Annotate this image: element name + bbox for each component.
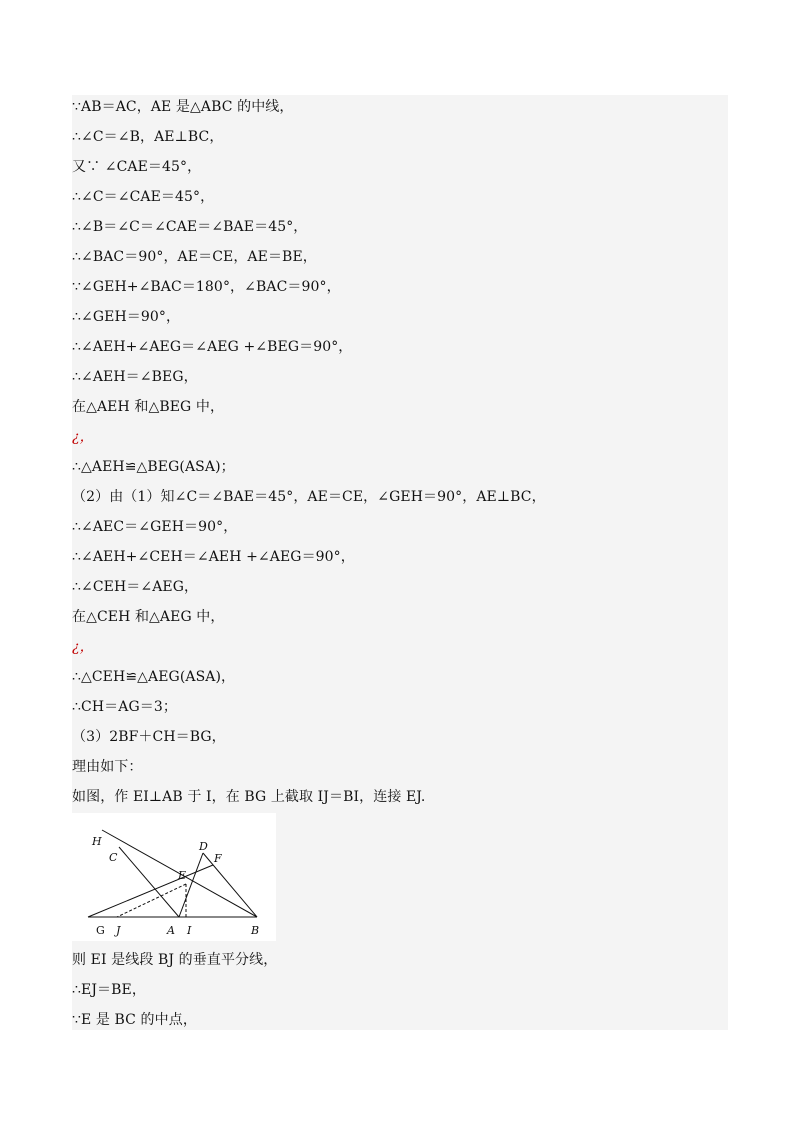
geometry-figure (72, 813, 276, 941)
point-label-e: E (178, 869, 187, 882)
point-label-f: F (214, 852, 222, 865)
text-line: 如图，作 EI⊥AB 于 I，在 BG 上截取 IJ＝BI，连接 EJ. (72, 789, 426, 805)
text-line: ∴∠AEH+∠CEH＝∠AEH +∠AEG＝90°， (72, 549, 355, 565)
text-line: ∵E 是 BC 的中点， (72, 1012, 197, 1028)
point-label-c: C (109, 851, 118, 864)
geometry-diagram (72, 813, 276, 941)
text-line: ∵AB＝AC，AE 是△ABC 的中线， (72, 99, 294, 115)
text-line: ∵∠GEH+∠BAC＝180°，∠BAC＝90°， (72, 279, 341, 295)
segment-db (203, 853, 257, 917)
text-line: 在△AEH 和△BEG 中， (72, 399, 225, 415)
text-line: ∴∠C＝∠CAE＝45°， (72, 189, 215, 205)
missing-system-placeholder: ¿， (72, 639, 94, 655)
text-line: （2）由（1）知∠C＝∠BAE＝45°，AE＝CE，∠GEH＝90°，AE⊥BC， (72, 489, 546, 505)
text-line: 在△CEH 和△AEG 中， (72, 609, 225, 625)
missing-system-placeholder: ¿， (72, 429, 94, 445)
text-line: 则 EI 是线段 BJ 的垂直平分线， (72, 952, 278, 968)
text-line: ∴∠GEH＝90°， (72, 309, 181, 325)
text-line: ∴∠AEH＝∠BEG， (72, 369, 198, 385)
text-line: ∴∠B＝∠C＝∠CAE＝∠BAE＝45°， (72, 219, 308, 235)
text-line: 又∵ ∠CAE＝45°， (72, 159, 202, 175)
text-line: ∴∠AEC＝∠GEH＝90°， (72, 519, 238, 535)
text-line: ∴△CEH≌△AEG(ASA)， (72, 669, 236, 685)
point-label-g: G (96, 924, 105, 937)
text-line: 理由如下： (72, 759, 143, 775)
point-label-h: H (92, 835, 102, 848)
point-label-b: B (251, 924, 260, 937)
text-line: ∴∠BAC＝90°，AE＝CE，AE＝BE， (72, 249, 317, 265)
text-line: ∴∠C＝∠B，AE⊥BC， (72, 129, 224, 145)
text-line: ∴△AEH≌△BEG(ASA)； (72, 459, 235, 475)
text-line: （3）2BF＋CH＝BG， (72, 729, 226, 745)
point-label-j: J (116, 924, 121, 937)
text-line: ∴CH＝AG＝3； (72, 699, 177, 715)
document-page (72, 95, 728, 1030)
point-label-d: D (199, 840, 208, 853)
segment-gf (88, 865, 213, 917)
text-line: ∴∠CEH＝∠AEG， (72, 579, 199, 595)
text-line: ∴∠AEH+∠AEG＝∠AEG +∠BEG＝90°， (72, 339, 353, 355)
text-line: ∴EJ＝BE， (72, 982, 146, 998)
segment-ca (119, 847, 179, 917)
point-label-a: A (167, 924, 175, 937)
point-label-i: I (187, 924, 192, 937)
